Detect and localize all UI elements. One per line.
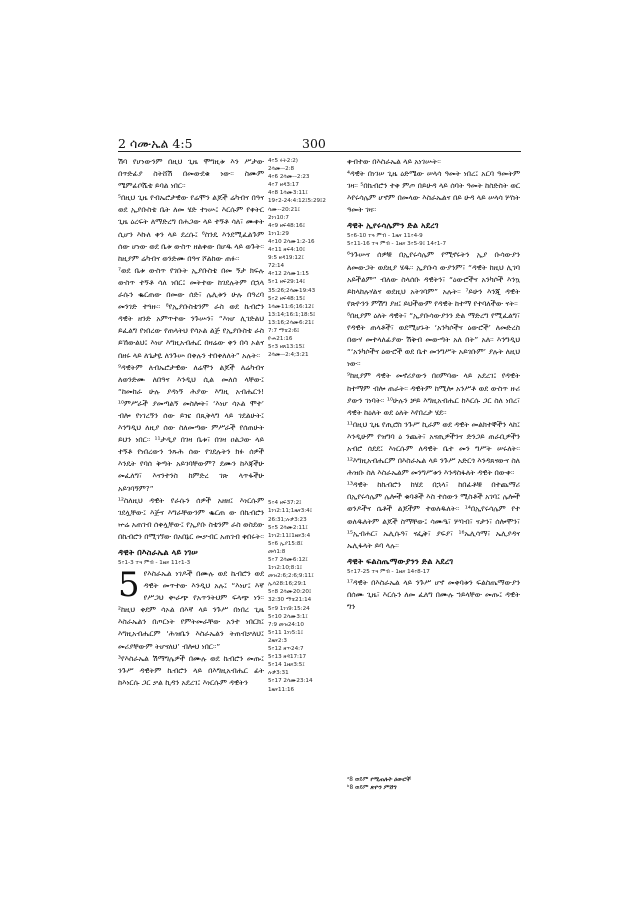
verse-paragraph: ⁹ዳዊትም ለብኤሮታዊው ለሬሞን ልጆች ለሬካብና ለወንድሙ ለበዓና እንዲህ ሲል መለሰ ላቸው፤ “ከመከራ ሁሉ ያዳነኝ ሕያው እግዚ አብሔርን! ¹⁰ምሥራች ያመጣልኝ መስሎት፣ ‘እነሆ ሳኦል ሞተ’ ብሎ የነገረኝን ሰው ይዤ በጺቅላግ ላይ ገደልሁት፤ እንግዲህ ለዚያ ሰው ስለመጣው ምሥራች የሰጠሁት ይህን ነበር። ¹¹ታዲያ በገዛ ቤቱ፣ በገዛ ዐልጋው ላይ ተኝቶ የነበረውን ንጹሕ ሰው የገደሉትን ክፉ ሰዎች እንዴት የባሰ ቅጣት አይገባቸውም? ደሙን ከእጃችሁ መፈለግ፣ እናንተንስ ከምድረ ገጽ ላጥፋችሁ አይገባኝም?” — [118, 362, 264, 493]
cross-reference: 5፥6 ኢያ15:8፤ — [268, 540, 303, 547]
cross-reference: 1ነገ2:10;8:1፤ — [268, 565, 303, 572]
cross-reference: 5፥1 ዘፍ29:14፤ — [268, 279, 305, 286]
cross-reference: 2ዜና2:3 — [268, 637, 287, 644]
cross-reference: መዝ2:6;2:6;9:11፤ — [268, 573, 314, 580]
footnote-mark: ᵃ8 — [347, 777, 353, 783]
footnote-emphasis: የሚጠሉት ዕውሮች — [369, 777, 411, 783]
cross-reference: 5፥8 2ሳሙ20:20፤ — [268, 589, 312, 596]
cross-reference: 5፥12 ዘኍ24:7 — [268, 646, 304, 653]
cross-reference: 4፥9 ዘፍ48:16፤ — [268, 222, 305, 229]
cross-reference: 2ነገ10:7 — [268, 214, 289, 221]
cross-reference: 9:5 ዘዳ19:12፤ — [268, 255, 304, 262]
parallel-reference: 5፥1-3 ተጓ ምብ - 1ዜና 11፥1-3 — [118, 560, 191, 566]
cross-reference: 5፥9 1ነገ9:15:24 — [268, 605, 310, 612]
cross-reference: 26:31;ሉቃ3:23 — [268, 516, 307, 523]
cross-reference: መሳ1:8 — [268, 548, 286, 555]
footnote-a — [347, 776, 520, 784]
footnote-text: ወይም — [354, 777, 370, 783]
cross-reference: 4፥6 2ሳሙ--2:23 — [268, 174, 310, 181]
right-text-column — [347, 156, 520, 613]
chapter-number: 5 — [118, 565, 140, 605]
cross-reference: 72:14 — [268, 263, 285, 270]
verse-paragraph: ቀብተው በእስራኤል ላይ አነገሡት። — [347, 157, 441, 166]
section-heading: ዳዊት ኢየሩሳሌምን ድል አደረገ — [347, 220, 439, 231]
footnote-mark: ᵇ8 — [347, 785, 354, 791]
cross-references-top — [268, 157, 344, 359]
cross-reference: ሳሙ--20:21፤ — [268, 206, 300, 213]
cross-reference-gap — [268, 359, 344, 499]
footnote-b — [347, 784, 520, 792]
cross-reference: 1ነገ2:11;1ዜና3:4፤ — [268, 508, 313, 515]
page-number: 300 — [302, 136, 326, 151]
cross-reference: 5፥5 2ሳሙ2:11፤ — [268, 524, 308, 531]
cross-references-bottom — [268, 499, 344, 693]
cross-reference: 5፥17 2ሳሙ23:14 — [268, 678, 313, 685]
cross-reference: 5፥7 2ሳሙ6:12፤ — [268, 557, 308, 563]
cross-reference: 5፥4 ዘፍ37:2፤ — [268, 500, 302, 507]
cross-reference: 2ሳሙ--2:4;3:21 — [268, 352, 309, 359]
section-heading: ዳዊት ፍልስጤማውያንን ድል አደረገ — [347, 555, 454, 566]
cross-reference: 4፥10 2ሳሙ1:2-16 — [268, 238, 315, 245]
cross-reference: 13:16;2ሳሙ6:21፤ — [268, 319, 314, 326]
footnote-emphasis: ጽዮን ምሽግ — [370, 785, 397, 791]
cross-reference: 1ሳሙ11:6;16:12፤ — [268, 303, 314, 310]
cross-reference: 19፥2-24:4:12፤5:29፤2 — [268, 198, 326, 205]
cross-reference: 5፥14 1ዜና3:5፤ — [268, 662, 305, 669]
verse-paragraph: ¹³ዳዊት ከኬብሮን ከሄደ በኋላ፣ ከበፊቶቹ በተጨማሪ በኢየሩሳሌም ሌሎች ቁባቶች እስ ተሰውን ሚስቶች አገባ፤ ሌሎች ወንዶችና ሴቶች ልጆችም ተወለዱለት። ¹⁴በኢየሩሳሌም የተ ወለዱለትም ልጆች ስማቸው፤ ሳሙዔ፣ ሦባብ፣ ናታን፣ ሰሎሞን፣ ¹⁵ኢብሐር፣ ኤሊሱዓ፣ ናፌቅ፣ ያፍያ፣ ¹⁶ኤሊሳማ፣ ኤሊያዳና ኤሊፋላት ይባ ላሉ። — [347, 480, 520, 550]
verse-paragraph: ¹²ስለዚህ ዳዊት የራሱን ሰዎች አዘዘ፤ እነርሱም ገደሏቸው፤ እጅና እግራቸውንም ቈርጠ ው በኬብሮን ኵሬ አጠገብ ሰቀሏቸው፤ የኢያቡ ስቴንም ራስ ወስደው በኬብሮን በሚገኘው በአበኔር መቃብር አጠገብ ቀበሩት። — [118, 495, 264, 541]
cross-reference: 7:7 ማቴ2:6፤ — [268, 327, 300, 334]
footnotes — [347, 776, 520, 792]
parallel-reference: 5፥17-25 ተጓ ምብ - 1ዜና 14፥8-17 — [347, 568, 430, 575]
verse-paragraph: ⁵በዚህ ጊዜ የብኤሮታዊው የሬሞን ልጆች ሬካብና በዓና ወደ ኢያቡስቴ ቤት ለመ ሄድ ተነሡ፤ እርሱም የቀትር ጊዜ ዕረፍት ለማድረግ በሐጋው ላይ ተኝቶ ሳለ፣ ሙቀት ሲሆን እኩለ ቀን ላይ ደረሱ፤ ⁶ስንዴ እንደሚፈልጉም ሰው ሆነው ወደ ቤቱ ውስጥ ዘልቀው በሆዱ ላይ ወጉት። ከዚያም ሬካብና ወንድሙ በዓና ሾልከው ጠፉ። — [118, 193, 264, 263]
verse-paragraph: ¹⁷ዳዊት በእስራኤል ላይ ንጉሥ ሆኖ መቀባቱን ፍልስጤማውያን በሰሙ ጊዜ፣ እርሱን ለመ ፈለግ በሙሉ ኀይላቸው መጡ፤ ዳዊት ግን — [347, 577, 520, 611]
cross-reference: 5፥10 2ሳሙ3:1፤ — [268, 613, 308, 620]
verse-paragraph: ¹¹በዚህ ጊዜ የጢሮስ ንጉሥ ኪራም ወደ ዳዊት መልክተኞችን ላከ፤ እንዲሁም የዝግባ ዕ ንጨት፣ አናጢዎችንና ድንጋይ ጠራቢዎችን አብሮ ሰደደ፤ እነርሱም ለዳዊት ቤተ መን ግሥት ሠሩለት። ¹²እግዚአብሔርም በእስራኤል ላይ ንጉሥ አድርጎ እንዳጸናውና ስለ ሕዝቡ ስለ እስራኤልም መንግሥቱን እንዳስፋለት ዳዊት በውቀ። — [347, 419, 520, 478]
cross-reference: 5፥3 ዘጸ13:15፤ — [268, 344, 305, 351]
verse-paragraph: ⁹ከዚያም ዳዊት መኖሪያውን በዐምባው ላይ አደረገ፤ የዳዊት ከተማም ብሎ ጠራት። ዳዊትም ከሚሎ አንሥቶ ወደ ውስጥ ዙሪ ያውን ገነባት። ¹⁰ሁሉን ቻይ እግዚአብሔር ከእርሱ ጋር ስለ ነበረ፣ ዳዊት ከዕለት ወደ ዕለት እየበረታ ሄደ። — [347, 371, 520, 417]
cross-reference: 1ዜና11:16 — [268, 686, 295, 693]
header-rule — [118, 151, 521, 152]
cross-reference: 32:30 ማቴ21:14 — [268, 597, 312, 604]
verse-paragraph: ³የእስራኤል ሽማግሌዎች በሙሉ ወደ ኬብሮን መጡ፤ ንጉሥ ዳዊትም ኬብሮን ላይ በእግዚአብሔር ፊት ከእነርሱ ጋር ቃል ኪዳን አደረገ፤ እነርሱም ዳዊትን — [118, 653, 264, 687]
cross-reference: 5፥13 ዘዳ17:17 — [268, 654, 307, 661]
cross-reference-column — [268, 157, 344, 694]
verse-paragraph: ⁴ዳዊት በነገሠ ጊዜ ዕድሜው ሠላሳ ዓመት ነበረ፤ አርባ ዓመትም ገዛ። ⁵በኬብሮን ተቀ ምጦ በይሁዳ ላይ ሰባት ዓመት ከስድስት ወር እየሩሳሌም ሆኖም በመላው እስራኤልና በይ ሁዳ ላይ ሠላሳ ሦስት ዓመት ገዛ። — [347, 169, 520, 215]
parallel-reference: 5፥6-10 ተጓ ምብ - 1ዜና 11፥4-9 5፥11-16 ተጓ ምብ - 1ዜና 3፥5-9፤ 14፥1-7 — [347, 233, 447, 248]
left-text-column — [118, 156, 264, 689]
cross-reference: 35:26;2ሳሙ19:43 — [268, 287, 316, 294]
footnote-text: ወይም — [355, 785, 371, 791]
cross-reference: 4፥8 1ሳሙ3:11፤ — [268, 190, 308, 197]
cross-reference: 4፥5 ሩት2:2) — [268, 158, 298, 164]
cross-reference: 2ሳሙ--2:8 — [268, 166, 295, 173]
verse-paragraph: ⁸በዚያም ዕለት ዳዊት፣ “ኢያቡሳውያንን ድል ማድረግ የሚፈልግ፣ የዳዊት ጠላቶች፣ ወደሚሆኑት ‘አንካሶችና ዕውሮች’ ለመድረስ በውሃ መተላለፊያው ሽቅብ መውጣት አለ በት” አለ። እንግዲህ “‘አንካሶችና ዕውሮች ወደ ቤተ መንግሥት አይገቡም’ ያሉት ለዚህ ነው። — [347, 310, 520, 369]
running-head-book: 2 ሳሙኤል 4:5 — [118, 136, 193, 151]
cross-reference: 13:14;16:1;18:5፤ — [268, 311, 316, 318]
verse-paragraph: ሽባ የሆነውንም በዚህ ጊዜ ሞግዚቱ እን ሥታው በጥድፊያ ስትሸሽ በመውደቁ ነው። ስሙም ሜምፊቦሼቴ ይባል ነበር። — [118, 157, 264, 191]
running-header — [118, 136, 521, 152]
cross-reference: 4፥11 ዘፍ4:10፤ — [268, 247, 305, 254]
verse-paragraph: ⁷ወደ ቤቱ ውስጥ የገቡት ኢያቡስቴ በመ ኝታ ክፍሉ ውስጥ ተኝቶ ሳለ ነበር፤ መትተው ከገደሉትም በኋላ ራሱን ቈርጠው በመው ሰድ፣ ሌሊቱን ሁሉ በዓረባ መንገድ ተጓዙ። ⁸የኢያቡስቴንም ራስ ወደ ኬብሮን ዳዊት ዘንድ አምጥተው ንጉሡን፣ “እነሆ ሊገድልህ ይፈልግ የነበረው የጠላትህ የሳኦል ልጅ የኢያቡስቴ ራስ ይኸውልህ፤ እነሆ እግዚአብሔር በዛሬው ቀን በሳ ኦልና በዘሩ ላይ ለጌታዬ ለንጉሡ በቀሉን ተበቀለለት” አሉት። — [118, 265, 264, 360]
cross-reference: 4፥12 2ሳሙ1:15 — [268, 271, 309, 278]
verse-paragraph: የእስራኤል ነገዶች በሙሉ ወደ ኬብሮን ወደ ዳዊት መጥተው እንዲህ አሉ፤ “እነሆ፤ እኛ የሥጋህ ቍራጭ የአጥንትህም ፍላጭ ነን። ²ከዚህ ቀደም ሳኦል በእኛ ላይ ንጉሥ በነበረ ጊዜ እስራኤልን በጦርነት የምትመራቸው አንተ ነበርክ፤ እግዚአብሔርም ‘ሕዝቤን እስራኤልን ትጠብቃለህ፤ መሪያቸውም ትሆናለህ’ ብሎህ ነበር።” — [118, 569, 264, 651]
cross-reference: ኢሳ28:16;29:1 — [268, 581, 307, 588]
cross-reference: 1ነገ2:11፤1ዜና3:4 — [268, 532, 311, 539]
cross-reference: 1ነገ1:29 — [268, 230, 289, 237]
section-heading: ዳዊት በእስራኤል ላይ ነገሠ — [118, 547, 198, 557]
cross-reference: 5፥2 ዘፍ48:15፤ — [268, 295, 305, 302]
verse-paragraph: ⁶ንጉሡና ሰዎቹ በኢየሩሳሌም የሚኖሩትን ኢያ ቡሳውያን ለመውጋት ወደዚያ ሄዱ። ኢያቡሳ ውያንም፣ “ዳዊት ከዚህ ሊገባ አይችልም” ብለው ስላሰቡ ዳዊትን፣ “ዕውሮችና አንካሶች እንኳ ይከላከሉሃልና ወደዚህ አትገባም” አሉት። ⁷ይሁን እንጂ ዳዊት የጽዮንን ምሽግ ያዘ፤ ይህችውም የዳዊት ከተማ የተባለችው ናት። — [347, 250, 520, 308]
cross-reference: ሉቃ3:31 — [268, 670, 289, 677]
cross-reference: ዮሐ21:16 — [268, 336, 293, 343]
cross-reference: 5፥11 1ነገ5:1፤ — [268, 629, 304, 636]
cross-reference: 4፥7 ዘዳ3:17 — [268, 182, 299, 189]
cross-reference: 7:9 መዝ24:10 — [268, 621, 304, 628]
